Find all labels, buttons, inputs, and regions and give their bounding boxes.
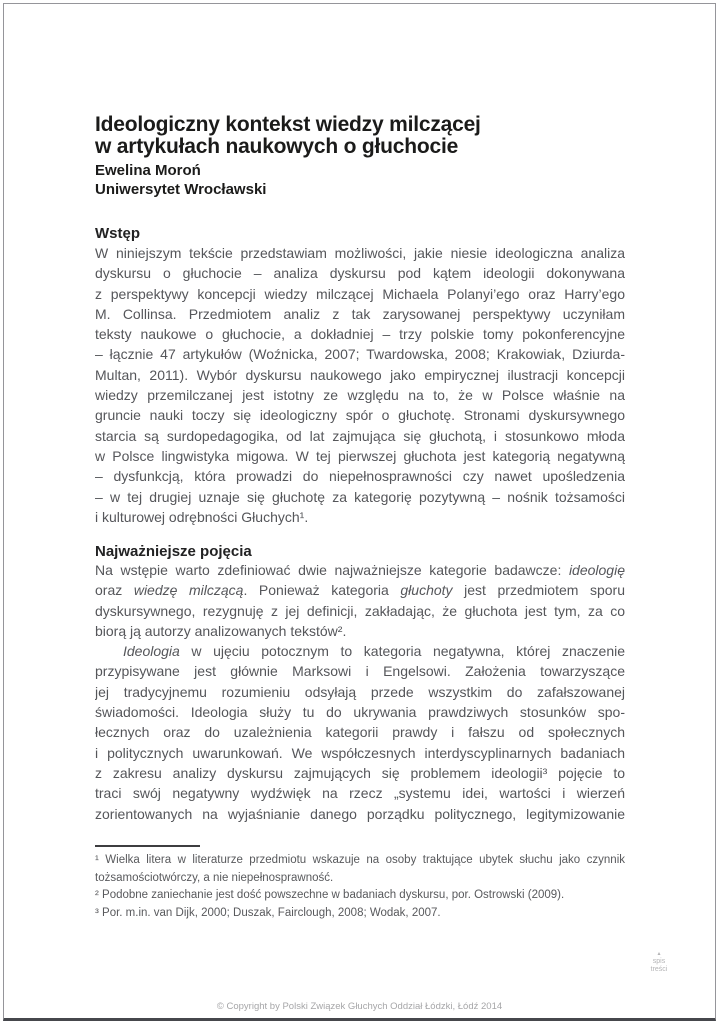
footnote-2: ² Podobne zaniechanie jest dość powszechne w badaniach dyskursu, por. Ostrowski (2009). bbox=[95, 889, 565, 901]
paragraph-line: traci swój negatywny wydźwięk na rzecz „systemu idei, wartości i wierzeń bbox=[95, 785, 625, 802]
paragraph-line: przypisywane jest głównie Marksowi i Engelsowi. Założenia towarzyszące bbox=[95, 663, 625, 680]
paragraph-line: z zakresu analizy dyskursu zajmujących się problemem ideologii³ pojęcie to bbox=[95, 764, 625, 781]
text-run: jest przedmiotem sporu bbox=[452, 582, 625, 599]
paragraph-line: i kulturowej odrębności Głuchych¹. bbox=[95, 508, 309, 525]
paragraph-line: teksty naukowe o głuchocie, a dokładniej – trzy polskie tomy pokonferencyjne bbox=[95, 326, 625, 343]
italic-term: ideologię bbox=[568, 562, 625, 578]
section-heading-wstep: Wstęp bbox=[95, 225, 140, 242]
paragraph-line: – w tej drugiej uznaje się głuchotę za kategorię pozytywną – nośnik tożsamości bbox=[95, 488, 625, 505]
text-run: Na wstępie warto zdefiniować dwie najważniejsze kategorie badawcze: bbox=[95, 562, 569, 578]
copyright-notice: © Copyright by Polski Związek Głuchych Oddział Łódzki, Łódź 2014 bbox=[216, 1001, 503, 1012]
footnotes bbox=[95, 852, 625, 922]
paragraph-line bbox=[95, 580, 625, 600]
paragraph-line: łecznych oraz do uzależnienia kategorii prawdy i fałszu od społecznych bbox=[95, 724, 625, 741]
author-affiliation: Uniwersytet Wrocławski bbox=[95, 180, 267, 198]
page-title bbox=[95, 114, 625, 157]
paragraph-line: zorientowanych na wyjaśnianie danego porządku politycznego, legitymizowanie bbox=[95, 805, 625, 822]
footnote-1-line2: tożsamościotwórczy, a nie niepełnosprawność. bbox=[95, 871, 334, 884]
paragraph-line: – dysfunkcją, która prowadzi do niepełnosprawności czy nawet upośledzenia bbox=[95, 468, 625, 485]
paragraph-line: M. Collinsa. Przedmiotem analiz z tak zarysowanej perspektywy uczyniłam bbox=[95, 305, 625, 322]
author-name: Ewelina Moroń bbox=[95, 162, 201, 179]
text-run: oraz bbox=[95, 582, 134, 599]
paragraph-line: dyskursu o głuchocie – analiza dyskursu pod kątem ideologii dokonywana bbox=[95, 265, 625, 282]
paragraph-line: dyskursywnego, rezygnuję z jej definicji, zakładając, że głuchota jest tym, za co bbox=[95, 602, 625, 619]
text-run: . Ponieważ kategoria bbox=[243, 582, 401, 599]
text-run: w ujęciu potocznym to kategoria negatywna, której znaczenie bbox=[179, 643, 625, 660]
footnote-1-line1: ¹ Wielka litera w literaturze przedmiotu wskazuje na osoby traktujące ubytek słuchu jako czynnik bbox=[95, 854, 625, 866]
up-triangle-icon: ▴ bbox=[657, 951, 661, 957]
italic-term: głuchoty bbox=[400, 582, 453, 599]
paragraph-line: biorą ją autorzy analizowanych tekstów². bbox=[95, 622, 347, 639]
paragraph-line: w Polsce lingwistyka migowa. W tej pierwszej głuchota jest kategorią negatywną bbox=[95, 447, 625, 464]
italic-term: Ideologia bbox=[123, 643, 180, 660]
toc-label-line2: treści bbox=[650, 966, 668, 973]
toc-link[interactable] bbox=[629, 951, 689, 974]
section-heading-pojecia: Najważniejsze pojęcia bbox=[95, 543, 252, 560]
italic-term: wiedzę milczącą bbox=[133, 582, 244, 599]
page-title-line2: w artykułach naukowych o głuchocie bbox=[95, 134, 459, 158]
page-title-line1: Ideologiczny kontekst wiedzy milczącej bbox=[95, 113, 481, 136]
paragraph-line: świadomości. Ideologia służy tu do ukrywania prawdziwych stosunków spo- bbox=[95, 704, 625, 721]
footnote-separator bbox=[95, 845, 200, 847]
paragraph-line: Multan, 2011). Wybór dyskursu naukowego jako empirycznej ilustracji koncepcji bbox=[95, 366, 625, 383]
paragraph-line: W niniejszym tekście przedstawiam możliwości, jakie niesie ideologiczna analiza bbox=[95, 245, 625, 261]
paragraph-line: starcia są surdopedagogika, od lat zajmująca się głuchotą, i stosunkowo młoda bbox=[95, 427, 625, 444]
paragraph-line: wiedzy przemilczanej jest istotny ze względu na to, że w Polsce właśnie na bbox=[95, 387, 625, 404]
paragraph-line: jej tradycyjnemu rozumieniu odsyłają przede wszystkim do zafałszowanej bbox=[95, 683, 625, 700]
paragraph-line: z perspektywy koncepcji wiedzy milczącej Michaela Polanyi’ego oraz Harry’ego bbox=[95, 285, 625, 302]
paragraph-line: – łącznie 47 artykułów (Woźnicka, 2007; Twardowska, 2008; Krakowiak, Dziurda- bbox=[95, 346, 625, 363]
footnote-3: ³ Por. m.in. van Dijk, 2000; Duszak, Fairclough, 2008; Wodak, 2007. bbox=[95, 906, 441, 919]
paragraph-line bbox=[95, 560, 625, 580]
byline bbox=[95, 162, 625, 199]
paragraph-line bbox=[95, 641, 625, 661]
toc-label-line1: spis bbox=[652, 958, 666, 965]
paragraph-line: i politycznych uwarunkowań. We współczesnych interdyscyplinarnych badaniach bbox=[95, 744, 625, 761]
section-wstep-paragraph bbox=[95, 243, 625, 527]
paragraph-line: gruncie nauki toczy się ideologiczny spór o głuchotę. Stronami dyskursywnego bbox=[95, 407, 625, 424]
section-pojecia-paragraphs bbox=[95, 560, 625, 824]
